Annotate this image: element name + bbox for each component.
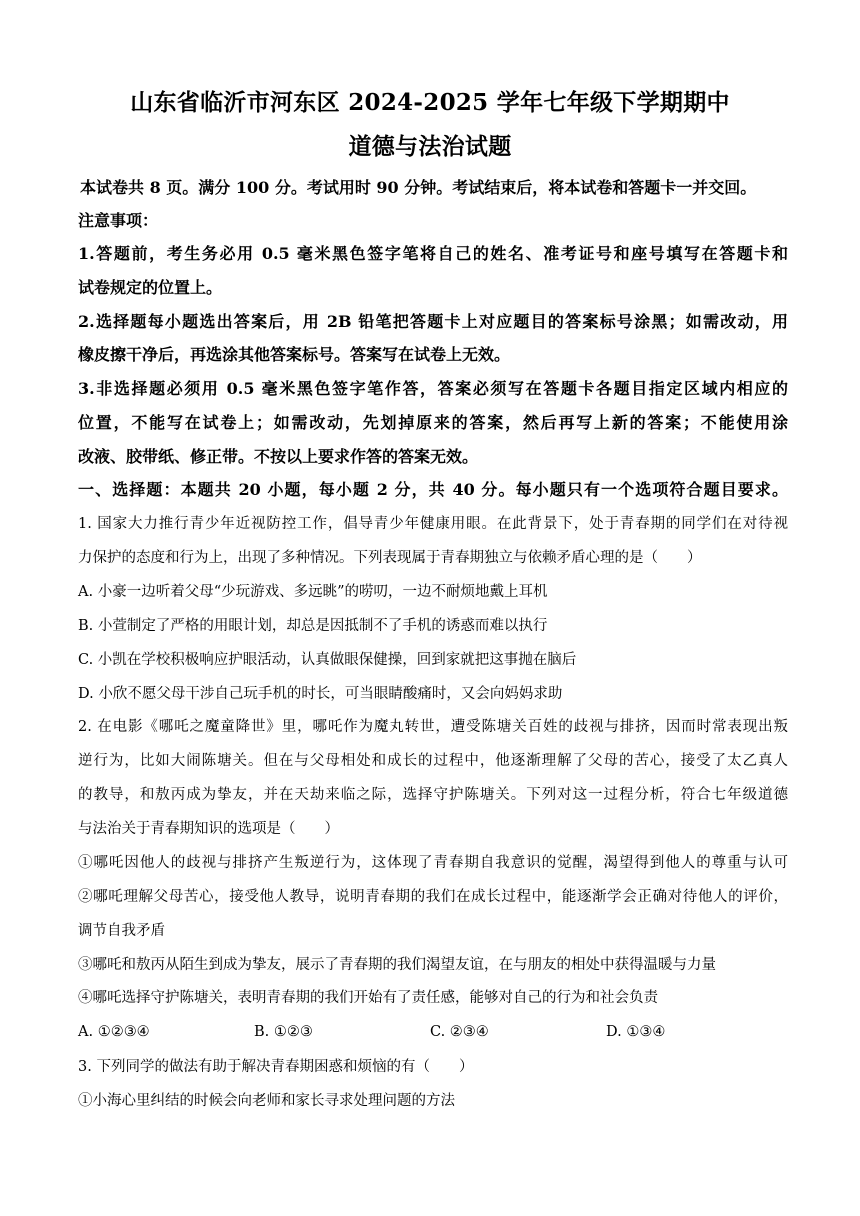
q1-stem-line-2: 力保护的态度和行为上，出现了多种情况。下列表现属于青春期独立与依赖矛盾心理的是（ ）	[78, 550, 702, 566]
q1-option-b: B. 小萱制定了严格的用眼计划，却总是因抵制不了手机的诱惑而难以执行	[78, 618, 548, 634]
q1-stem-line-1: 1. 国家大力推行青少年近视防控工作，倡导青少年健康用眼。在此背景下，处于青春期的同学们在对待视	[78, 516, 788, 532]
q2-option-b: B. ①②③	[254, 1024, 313, 1040]
q2-item-2-line-2: 调节自我矛盾	[78, 923, 165, 939]
note-1-line-1: 1.答题前，考生务必用 0.5 毫米黑色签字笔将自己的姓名、准考证号和座号填写在答题卡和	[78, 244, 788, 263]
q2-item-3: ③哪吒和敖丙从陌生到成为挚友，展示了青春期的我们渴望友谊，在与朋友的相处中获得温暖与力量	[78, 957, 716, 973]
q1-option-c: C. 小凯在学校积极响应护眼活动，认真做眼保健操，回到家就把这事抛在脑后	[78, 652, 577, 668]
q2-option-d: D. ①③④	[606, 1024, 666, 1040]
q1-option-a: A. 小豪一边听着父母“少玩游戏、多远眺”的唠叨，一边不耐烦地戴上耳机	[78, 584, 548, 600]
q2-stem-line-2: 逆行为，比如大闹陈塘关。但在与父母相处和成长的过程中，他逐渐理解了父母的苦心，接受了太乙真人	[78, 753, 788, 769]
note-3-line-1: 3.非选择题必须用 0.5 毫米黑色签字笔作答，答案必须写在答题卡各题目指定区域内相应的	[78, 379, 788, 398]
q2-item-2-line-1: ②哪吒理解父母苦心，接受他人教导，说明青春期的我们在成长过程中，能逐渐学会正确对待他人的评价，	[78, 889, 788, 905]
q3-item-1: ①小海心里纠结的时候会向老师和家长寻求处理问题的方法	[78, 1093, 455, 1109]
q2-stem-line-1: 2. 在电影《哪吒之魔童降世》里，哪吒作为魔丸转世，遭受陈塘关百姓的歧视与排挤，因而时常表现出叛	[78, 719, 788, 735]
exam-intro: 本试卷共 8 页。满分 100 分。考试用时 90 分钟。考试结束后，将本试卷和答题卡一并交回。	[80, 178, 757, 197]
note-3-line-3: 改液、胶带纸、修正带。不按以上要求作答的答案无效。	[78, 447, 479, 466]
q1-option-d: D. 小欣不愿父母干涉自己玩手机的时长，可当眼睛酸痛时，又会向妈妈求助	[78, 686, 563, 702]
q2-option-c: C. ②③④	[430, 1024, 489, 1040]
q2-stem-line-4: 与法治关于青春期知识的选项是（ ）	[78, 821, 339, 837]
q3-stem: 3. 下列同学的做法有助于解决青春期困惑和烦恼的有（ ）	[78, 1059, 474, 1075]
q2-item-1: ①哪吒因他人的歧视与排挤产生叛逆行为，这体现了青春期自我意识的觉醒，渴望得到他人的尊重与认可	[78, 855, 788, 871]
note-2-line-2: 橡皮擦干净后，再选涂其他答案标号。答案写在试卷上无效。	[78, 345, 511, 364]
notice-heading: 注意事项：	[78, 211, 159, 230]
section-1-heading: 一、选择题：本题共 20 小题，每小题 2 分，共 40 分。每小题只有一个选项符合题目要求。	[78, 480, 788, 499]
exam-title-line1: 山东省临沂市河东区 2024-2025 学年七年级下学期期中	[130, 89, 730, 116]
q2-item-4: ④哪吒选择守护陈塘关，表明青春期的我们开始有了责任感，能够对自己的行为和社会负责	[78, 990, 658, 1006]
q2-option-a: A. ①②③④	[78, 1024, 150, 1040]
exam-title-line2: 道德与法治试题	[348, 133, 512, 160]
note-3-line-2: 位置，不能写在试卷上；如需改动，先划掉原来的答案，然后再写上新的答案；不能使用涂	[78, 413, 788, 432]
note-2-line-1: 2.选择题每小题选出答案后，用 2B 铅笔把答题卡上对应题目的答案标号涂黑；如需改动，用	[78, 312, 788, 331]
note-1-line-2: 试卷规定的位置上。	[78, 278, 223, 297]
q2-stem-line-3: 的教导，和敖丙成为挚友，并在天劫来临之际，选择守护陈塘关。下列对这一过程分析，符合七年级道德	[78, 787, 788, 803]
